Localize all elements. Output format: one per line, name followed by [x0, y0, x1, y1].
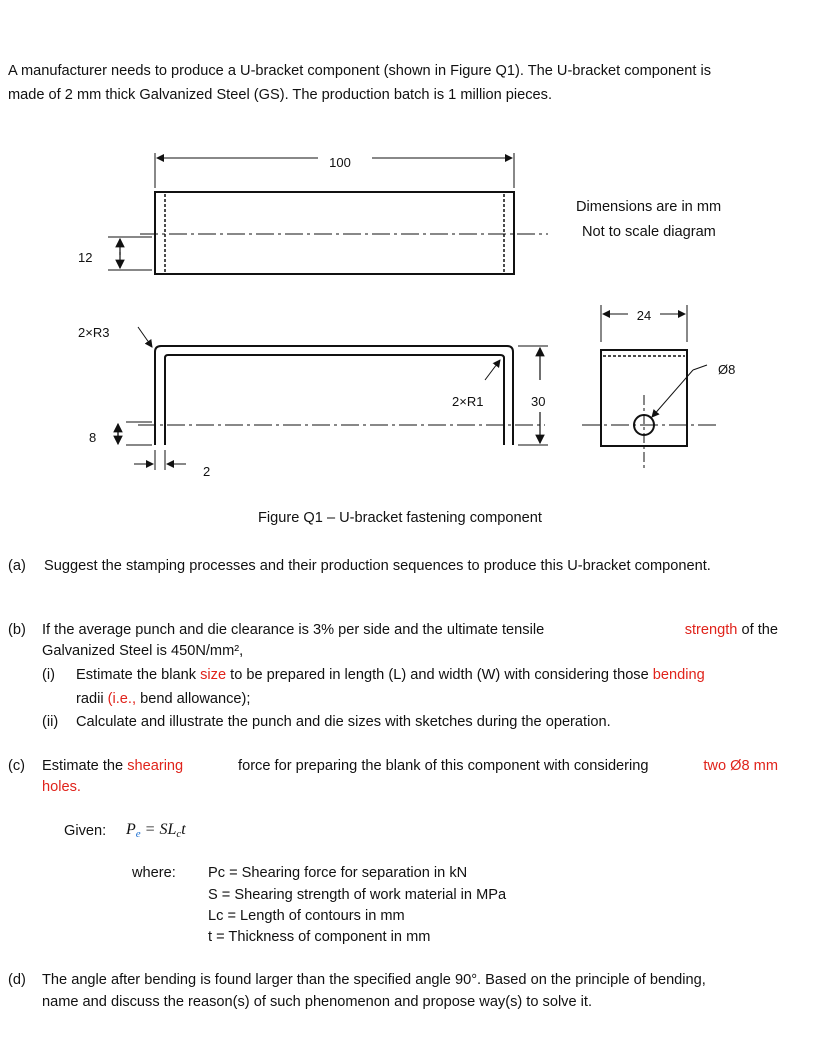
given-label: Given: [64, 823, 107, 839]
dim-2xR3: 2×R3 [78, 325, 110, 340]
question-c-two-holes: two Ø8 mm [703, 758, 778, 774]
question-b-strength: strength [684, 622, 738, 638]
question-b-label: (b) [8, 622, 26, 638]
dim-30: 30 [531, 394, 546, 409]
top-view [108, 153, 548, 274]
question-c-holes: holes. [42, 779, 81, 795]
intro-line-2: made of 2 mm thick Galvanized Steel (GS). The production batch is 1 million pieces. [8, 87, 553, 103]
question-d-label: (d) [8, 972, 26, 988]
side-view [582, 305, 716, 470]
question-a-label: (a) [8, 558, 26, 574]
question-a-text: Suggest the stamping processes and their production sequences to produce this U-bracket component. [44, 558, 711, 574]
dim-phi8: Ø8 [718, 362, 736, 377]
definition-lc: Lc = Length of contours in mm [208, 908, 405, 924]
dim-2: 2 [203, 464, 211, 479]
definition-s: S = Shearing strength of work material in MPa [208, 887, 507, 903]
question-b-ii-label: (ii) [42, 714, 59, 730]
question-c-line-1: Estimate the shearing force for preparing the blank of this component with considering two Ø8 mm [42, 758, 778, 774]
figure-caption: Figure Q1 – U-bracket fastening component [258, 510, 542, 526]
question-b-i-line-1: Estimate the blank size to be prepared in length (L) and width (W) with considering those bending [76, 667, 705, 683]
question-b-i-line-2: radii (i.e., bend allowance); [76, 691, 251, 707]
question-b-ii-text: Calculate and illustrate the punch and die sizes with sketches during the operation. [76, 714, 611, 730]
question-d-line-1: The angle after bending is found larger than the specified angle 90°. Based on the principle of bending, [42, 972, 706, 988]
definition-t: t = Thickness of component in mm [208, 929, 431, 945]
front-view [118, 327, 548, 470]
question-d-line-2: name and discuss the reason(s) of such phenomenon and propose way(s) to solve it. [42, 994, 593, 1010]
question-b-line-1-pre: If the average punch and die clearance is 3% per side and the ultimate tensile [42, 622, 545, 638]
definition-pc: Pc = Shearing force for separation in kN [208, 865, 468, 881]
question-c-shearing: shearing [127, 758, 184, 774]
question-b-line-1-post: of the [741, 622, 778, 638]
question-b-i-label: (i) [42, 667, 55, 683]
question-b-i-bending: bending [652, 667, 705, 683]
intro-line-1: A manufacturer needs to produce a U-bracket component (shown in Figure Q1). The U-bracket component is [8, 63, 712, 79]
dim-24: 24 [636, 308, 652, 323]
figure-q1 [0, 0, 819, 500]
dim-100: 100 [329, 155, 351, 170]
dim-8: 8 [89, 430, 97, 445]
figure-note-units: Dimensions are in mm [576, 199, 722, 215]
figure-note-scale: Not to scale diagram [582, 224, 716, 240]
question-b-i-size: size [200, 667, 227, 683]
question-b-line-1 [42, 621, 778, 640]
dim-2xR1: 2×R1 [452, 394, 484, 409]
where-label: where: [132, 865, 176, 881]
question-c-label: (c) [8, 758, 26, 774]
shearing-formula: $P_e = SL_ct$ [126, 821, 186, 840]
question-b-line-2: Galvanized Steel is 450N/mm², [42, 643, 244, 659]
dim-12: 12 [78, 250, 93, 265]
